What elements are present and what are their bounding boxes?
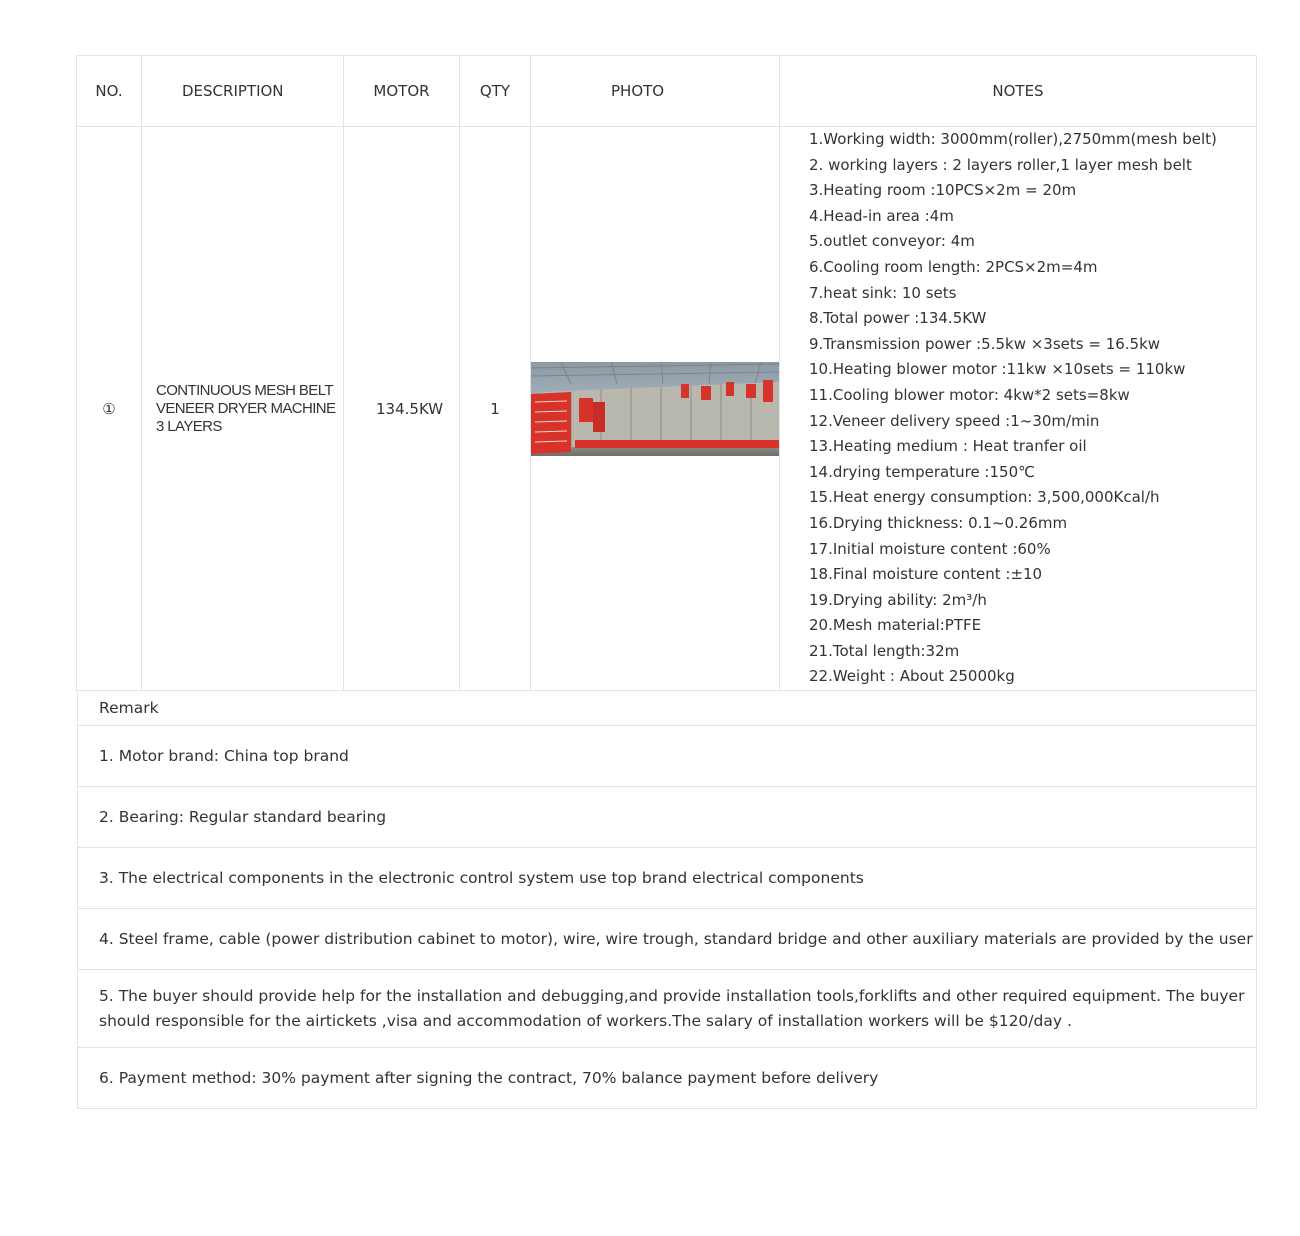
note-item: 8.Total power :134.5KW [809,309,987,328]
remark-table [77,690,1257,1109]
dryer-machine-image [531,362,779,456]
remark-row [78,1048,1257,1109]
note-item: 16.Drying thickness: 0.1~0.26mm [809,513,1068,532]
note-item: 22.Weight : About 25000kg [809,667,1015,686]
remark-item: 6. Payment method: 30% payment after signing the contract, 70% balance payment before delivery [78,1048,1257,1109]
note-item: 21.Total length:32m [809,641,960,660]
note-item: 20.Mesh material:PTFE [809,616,982,635]
remark-row [78,909,1257,970]
remark-item: 1. Motor brand: China top brand [78,726,1257,787]
note-item: 5.outlet conveyor: 4m [809,232,975,251]
note-item: 4.Head-in area :4m [809,206,954,225]
note-item: 11.Cooling blower motor: 4kw*2 sets=8kw [809,385,1130,404]
description-line: VENEER DRYER MACHINE [156,399,336,417]
note-item: 9.Transmission power :5.5kw ×3sets = 16.5kw [809,334,1161,353]
remark-item: 2. Bearing: Regular standard bearing [78,787,1257,848]
row-number: ① [77,127,142,691]
notes-list [809,127,1256,690]
note-item: 7.heat sink: 10 sets [809,283,957,302]
header-description: DESCRIPTION [142,56,344,127]
note-item: 14.drying temperature :150℃ [809,462,1035,481]
note-item: 13.Heating medium : Heat tranfer oil [809,437,1087,456]
row-photo [531,127,780,691]
header-qty: QTY [460,56,531,127]
row-notes [780,127,1257,691]
note-item: 12.Veneer delivery speed :1~30m/min [809,411,1100,430]
description-line: CONTINUOUS MESH BELT [156,381,333,399]
row-motor: 134.5KW [344,127,460,691]
remark-row [78,726,1257,787]
note-item: 6.Cooling room length: 2PCS×2m=4m [809,257,1098,276]
description-line: 3 LAYERS [156,417,222,435]
spec-table [76,55,1257,691]
note-item: 10.Heating blower motor :11kw ×10sets = 110kw [809,360,1186,379]
remark-header-row [78,691,1257,726]
machine-photo [531,362,779,456]
header-photo: PHOTO [531,56,780,127]
remark-row [78,787,1257,848]
remark-row [78,848,1257,909]
note-item: 3.Heating room :10PCS×2m = 20m [809,181,1077,200]
header-notes: NOTES [780,56,1257,127]
note-item: 15.Heat energy consumption: 3,500,000Kcal/h [809,488,1160,507]
remark-item: 3. The electrical components in the electronic control system use top brand electrical components [78,848,1257,909]
note-item: 1.Working width: 3000mm(roller),2750mm(mesh belt) [809,130,1217,148]
header-no: NO. [77,56,142,127]
remark-item: 5. The buyer should provide help for the installation and debugging,and provide installation tools,forklifts and other required equipment. The buyer should responsible for the airtickets ,visa and accommodation of workers.The salary of installation workers will be $120/day . [78,970,1257,1048]
remark-title: Remark [78,691,1257,726]
row-description [142,127,344,691]
note-item: 17.Initial moisture content :60% [809,539,1051,558]
header-motor: MOTOR [344,56,460,127]
note-item: 19.Drying ability: 2m³/h [809,590,987,609]
header-row [77,56,1257,127]
note-item: 18.Final moisture content :±10 [809,565,1043,584]
note-item: 2. working layers : 2 layers roller,1 layer mesh belt [809,155,1192,174]
row-qty: 1 [460,127,531,691]
remark-item: 4. Steel frame, cable (power distribution cabinet to motor), wire, wire trough, standard bridge and other auxiliary materials are provided by the user [78,909,1257,970]
remark-row [78,970,1257,1048]
table-row [77,127,1257,691]
